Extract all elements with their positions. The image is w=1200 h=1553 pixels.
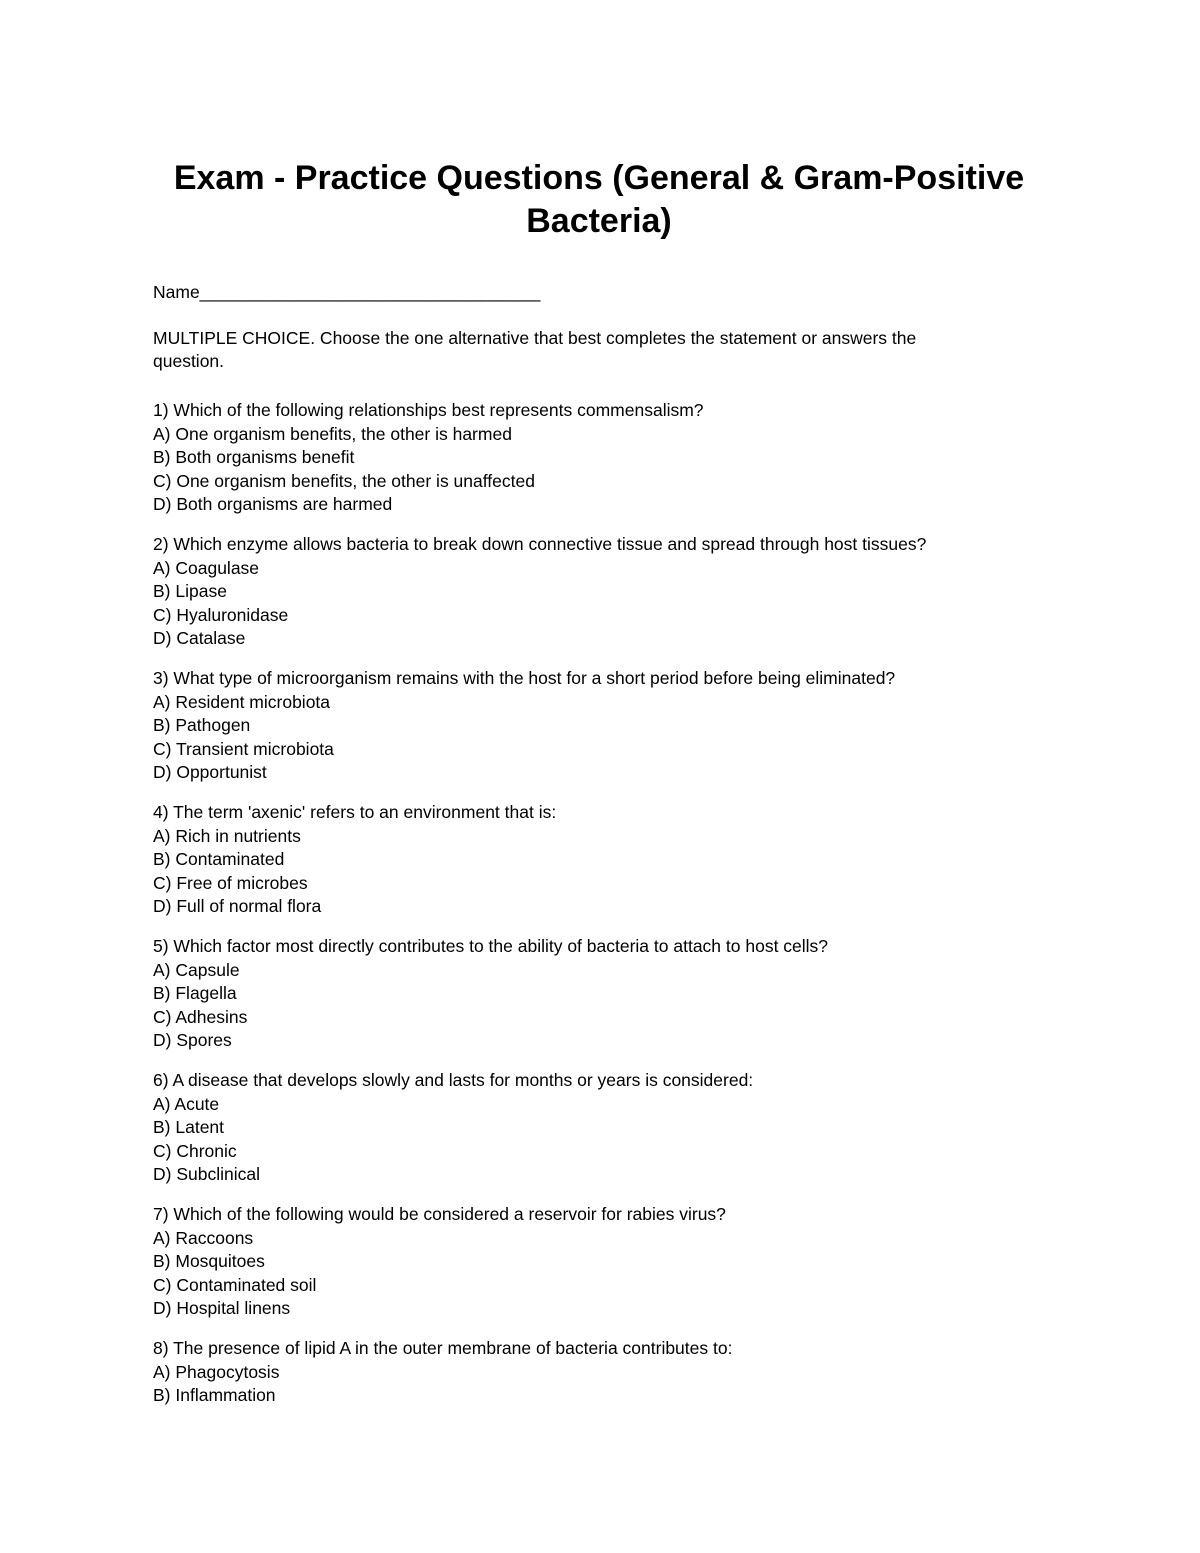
answer-option: D) Spores — [153, 1030, 232, 1050]
question-item — [153, 667, 1053, 785]
question-item — [153, 1337, 1053, 1408]
answer-option: C) Adhesins — [153, 1006, 248, 1027]
instructions-line-2: question. — [153, 351, 225, 371]
answer-option: D) Hospital linens — [153, 1298, 291, 1318]
answer-option: C) One organism benefits, the other is unaffected — [153, 470, 535, 491]
answer-option: C) Free of microbes — [153, 872, 308, 893]
question-item — [153, 1203, 1053, 1321]
answer-option: C) Hyaluronidase — [153, 604, 289, 625]
question-text: 3) What type of microorganism remains with the host for a short period before being eliminated? — [153, 668, 896, 688]
question-item — [153, 533, 1053, 651]
answer-option: D) Subclinical — [153, 1164, 260, 1184]
answer-option: D) Opportunist — [153, 762, 267, 782]
answer-option: B) Contaminated — [153, 849, 285, 869]
question-text: 8) The presence of lipid A in the outer membrane of bacteria contributes to: — [153, 1338, 733, 1358]
exam-page — [153, 157, 1053, 1408]
answer-option: A) Coagulase — [153, 557, 260, 578]
answer-option: A) Phagocytosis — [153, 1361, 280, 1382]
question-item — [153, 801, 1053, 919]
instructions — [153, 327, 1053, 373]
question-item — [153, 935, 1053, 1053]
answer-option: D) Catalase — [153, 628, 246, 648]
question-text: 6) A disease that develops slowly and lasts for months or years is considered: — [153, 1070, 754, 1090]
answer-option: B) Pathogen — [153, 715, 251, 735]
question-text: 5) Which factor most directly contributes to the ability of bacteria to attach to host cells? — [153, 936, 829, 956]
question-item — [153, 1069, 1053, 1187]
answer-option: B) Inflammation — [153, 1385, 276, 1405]
answer-option: C) Contaminated soil — [153, 1274, 317, 1295]
answer-option: C) Chronic — [153, 1140, 237, 1161]
question-list — [153, 399, 1053, 1408]
answer-option: A) Raccoons — [153, 1227, 254, 1248]
question-text: 1) Which of the following relationships best represents commensalism? — [153, 400, 704, 420]
question-text: 7) Which of the following would be considered a reservoir for rabies virus? — [153, 1204, 726, 1224]
answer-option: A) Resident microbiota — [153, 691, 331, 712]
answer-option: B) Both organisms benefit — [153, 447, 355, 467]
answer-option: A) Capsule — [153, 959, 240, 980]
question-text: 2) Which enzyme allows bacteria to break down connective tissue and spread through host tissues? — [153, 534, 927, 554]
title-line-1: Exam - Practice Questions (General & Gram-Positive — [173, 159, 1025, 197]
title-line-2: Bacteria) — [526, 202, 672, 240]
answer-option: D) Both organisms are harmed — [153, 494, 393, 514]
question-item — [153, 399, 1053, 517]
answer-option: B) Mosquitoes — [153, 1251, 265, 1271]
instructions-line-1: MULTIPLE CHOICE. Choose the one alternative that best completes the statement or answers the — [153, 328, 917, 348]
page-title — [149, 157, 1049, 243]
question-text: 4) The term 'axenic' refers to an environment that is: — [153, 802, 557, 822]
name-field-label: Name___________________________________ — [153, 282, 541, 302]
answer-option: A) One organism benefits, the other is harmed — [153, 423, 512, 444]
answer-option: B) Flagella — [153, 983, 237, 1003]
answer-option: A) Acute — [153, 1093, 220, 1114]
answer-option: C) Transient microbiota — [153, 738, 334, 759]
answer-option: B) Lipase — [153, 581, 227, 601]
answer-option: A) Rich in nutrients — [153, 825, 301, 846]
answer-option: D) Full of normal flora — [153, 896, 322, 916]
answer-option: B) Latent — [153, 1117, 225, 1137]
